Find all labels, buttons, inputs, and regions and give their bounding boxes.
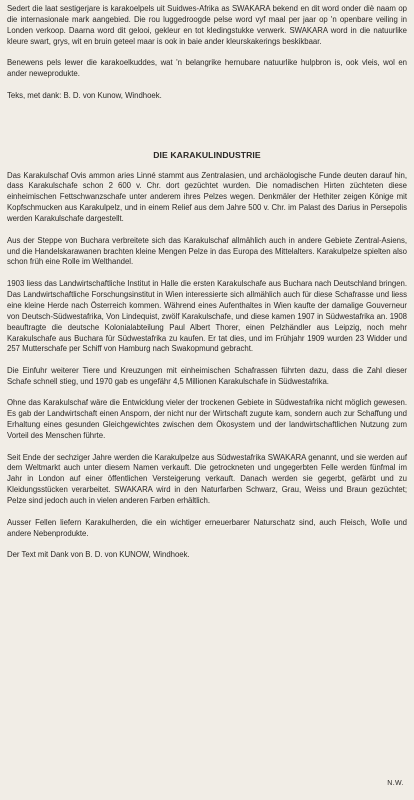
german-paragraph: Seit Ende der sechziger Jahre werden die Karakulpelze aus Südwestafrika SWAKARA genannt, und sie werden auf dem Weltmarkt auch unter diesem Namen verkauft. Die getrockneten und ungegerbten Felle werden fünfmal im Jahr in London auf einer öffentlichen Versteigerung verkauft. Danach werden sie gegerbt, gefärbt und zu Kleidungsstücken verarbeitet. SWAKARA wird in den Naturfarben Schwarz, Grau, Weiss und Braun gezüchtet; Pelze sind jedoch auch in vielen anderen Farben erhältlich. <box>7 452 407 506</box>
author-initials: N.W. <box>387 780 404 787</box>
german-paragraph: Ausser Fellen liefern Karakulherden, die ein wichtiger erneuerbarer Naturschatz sind, auch Fleisch, Wolle und andere Nebenprodukte. <box>7 517 407 538</box>
german-paragraph: Aus der Steppe von Buchara verbreitete sich das Karakulschaf allmählich auch in andere Gebiete Zentral-Asiens, und die Handelskarawanen brachten kleine Mengen Pelze in das Europa des Mittelalters. Karakulpelze spielten also schon früh eine Rolle im Welthandel. <box>7 235 407 267</box>
afrikaans-paragraph: Benewens pels lewer die karakoelkuddes, wat 'n belangrike hernubare natuurlike hulpbron is, ook vleis, wol en ander neweprodukte. <box>7 58 407 79</box>
section-heading: DIE KARAKULINDUSTRIE <box>153 149 261 160</box>
afrikaans-credit: Teks, met dank: B. D. von Kunow, Windhoek. <box>7 90 162 100</box>
german-paragraph: Ohne das Karakulschaf wäre die Entwicklung vieler der trockenen Gebiete in Südwestafrika nicht möglich gewesen. Es gab der Landwirtschaft einen Ansporn, der nicht nur der Wirtschaft zugute kam, sondern auch zur Schaffung und Erhaltung eines gesunden Gleichgewichtes zwischen dem Ökosystem und der landwirtschaftlichen Nutzung zum Vorteil des Menschen führte. <box>7 398 407 441</box>
german-section <box>7 150 407 561</box>
german-paragraph: Das Karakulschaf Ovis ammon aries Linné stammt aus Zentralasien, und archäologische Funde deuten darauf hin, dass Karakulschafe schon 2 600 v. Chr. dort gezüchtet wurden. Die nomadischen Hirten züchteten diese einheimischen Fettschwanzschafe unter anderem ihres Pelzes wegen. Denkmäler der Hethiter zeigen Könige mit Kopfschmucken aus Karakulpelz, und in einem Relief aus dem Jahre 500 v. Chr. im Palast des Darius in Persepolis werden Karakulschafe dargestellt. <box>7 170 407 224</box>
german-paragraph: Die Einfuhr weiterer Tiere und Kreuzungen mit einheimischen Schafrassen führten dazu, dass die Zahl dieser Schafe schnell stieg, und 1970 gab es ungefähr 4,5 Millionen Karakulschafe in Südwestafrika. <box>7 365 407 386</box>
german-paragraph: 1903 liess das Landwirtschaftliche Institut in Halle die ersten Karakulschafe aus Buchara nach Deutschland bringen. Das Landwirtschaftliche Forschungsinstitut in Wien interessierte sich allmählich auch für diese Schafrasse und liess eine kleine Herde nach Österreich kommen. Während eines Aufenthaltes in Wien kaufte der damalige Gouverneur von Deutsch-Südwestafrika, Von Lindequist, zwölf Karakulschafe, und diese kamen 1907 in Südwestafrika an. 1908 beauftragte die deutsche Kolonialabteilung Paul Albert Thorer, einen Pelzhändler aus Leipzig, noch mehr Karakulschafe aus Buchara für Südwestafrika zu kaufen. Er tat dies, und im Frühjahr 1909 wurden 23 Widder und 257 Mutterschafe per Schiff von Hamburg nach Swakopmund gebracht. <box>7 278 407 354</box>
german-credit: Der Text mit Dank von B. D. von KUNOW, Windhoek. <box>7 550 190 560</box>
afrikaans-section <box>7 4 407 102</box>
afrikaans-paragraph: Sedert die laat sestigerjare is karakoelpels uit Suidwes-Afrika as SWAKARA bekend en dit word onder diè naam op die internasionale mark aangebied. Die rou luggedroogde pelse word vyf maal per jaar op 'n openbare veiling in Londen verkoop. Daarna word dit gelooi, gekleur en tot kledingstukke verwerk. SWAKARA word in die natuurlike kleure swart, grys, wit en bruin geteel maar is ook in baie ander kleurskakerings beskikbaar. <box>7 4 407 46</box>
